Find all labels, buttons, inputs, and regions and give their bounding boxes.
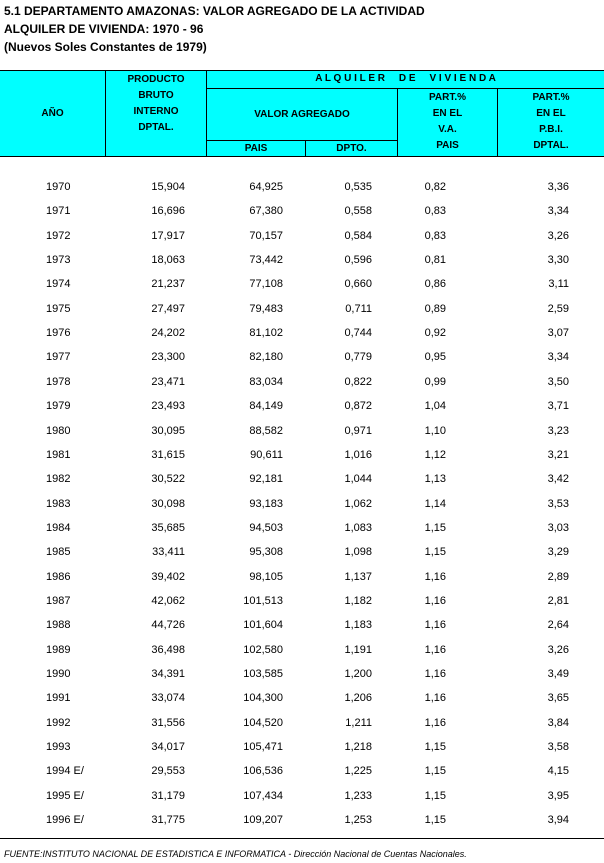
cell-year: 1985 xyxy=(46,546,71,558)
cell-dpto: 0,660 xyxy=(344,278,372,290)
cell-dpto: 1,016 xyxy=(344,449,372,461)
cell-part-va: 1,15 xyxy=(424,546,446,558)
cell-pbi: 23,471 xyxy=(151,376,185,388)
cell-year: 1981 xyxy=(46,449,71,461)
cell-dpto: 0,971 xyxy=(344,425,372,437)
cell-dpto: 1,191 xyxy=(344,644,372,656)
title-line-3: (Nuevos Soles Constantes de 1979) xyxy=(4,40,207,54)
header-part-pbi-line: P.B.I. xyxy=(539,124,563,135)
cell-dpto: 1,083 xyxy=(344,522,372,534)
cell-pais: 67,380 xyxy=(249,205,283,217)
cell-year: 1976 xyxy=(46,327,71,339)
cell-part-va: 1,13 xyxy=(424,473,446,485)
cell-part-va: 0,99 xyxy=(424,376,446,388)
cell-dpto: 0,584 xyxy=(344,230,372,242)
cell-pbi: 31,615 xyxy=(151,449,185,461)
cell-pais: 79,483 xyxy=(249,303,283,315)
cell-dpto: 0,822 xyxy=(344,376,372,388)
header-part-va xyxy=(398,90,497,154)
table-row xyxy=(0,349,604,365)
table-row xyxy=(0,374,604,390)
table-row xyxy=(0,739,604,755)
title-line-1: 5.1 DEPARTAMENTO AMAZONAS: VALOR AGREGADO DE LA ACTIVIDAD xyxy=(4,4,425,18)
cell-part-pbi: 2,59 xyxy=(547,303,569,315)
cell-year: 1993 xyxy=(46,741,71,753)
cell-dpto: 0,872 xyxy=(344,400,372,412)
cell-part-va: 0,83 xyxy=(424,230,446,242)
header-pbi-line: BRUTO xyxy=(138,90,174,101)
header-part-pbi-line: EN EL xyxy=(536,108,566,119)
cell-dpto: 1,182 xyxy=(344,595,372,607)
cell-year: 1986 xyxy=(46,571,71,583)
cell-pbi: 35,685 xyxy=(151,522,185,534)
table-bottom-border xyxy=(0,838,604,839)
cell-pais: 95,308 xyxy=(249,546,283,558)
cell-part-pbi: 3,29 xyxy=(547,546,569,558)
cell-part-va: 0,81 xyxy=(424,254,446,266)
cell-pais: 94,503 xyxy=(249,522,283,534)
cell-year: 1973 xyxy=(46,254,71,266)
cell-pbi: 36,498 xyxy=(151,644,185,656)
header-pbi-line: PRODUCTO xyxy=(127,74,185,85)
cell-pbi: 34,017 xyxy=(151,741,185,753)
cell-year: 1978 xyxy=(46,376,71,388)
cell-part-pbi: 3,58 xyxy=(547,741,569,753)
cell-pais: 88,582 xyxy=(249,425,283,437)
table-row xyxy=(0,617,604,633)
cell-part-pbi: 3,84 xyxy=(547,717,569,729)
header-part-va-line: PAIS xyxy=(436,140,459,151)
cell-pbi: 15,904 xyxy=(151,181,185,193)
cell-part-pbi: 3,50 xyxy=(547,376,569,388)
table-row xyxy=(0,666,604,682)
cell-part-pbi: 3,36 xyxy=(547,181,569,193)
cell-pais: 77,108 xyxy=(249,278,283,290)
cell-pbi: 31,775 xyxy=(151,814,185,826)
table-row xyxy=(0,812,604,828)
cell-year: 1977 xyxy=(46,351,71,363)
cell-pbi: 23,493 xyxy=(151,400,185,412)
table-row xyxy=(0,715,604,731)
cell-pais: 70,157 xyxy=(249,230,283,242)
header-part-pbi-line: PART.% xyxy=(532,92,570,103)
cell-year: 1970 xyxy=(46,181,71,193)
cell-dpto: 0,596 xyxy=(344,254,372,266)
table-row xyxy=(0,593,604,609)
cell-pais: 93,183 xyxy=(249,498,283,510)
table-row xyxy=(0,788,604,804)
cell-year: 1995 E/ xyxy=(46,790,84,802)
cell-part-va: 1,16 xyxy=(424,692,446,704)
cell-dpto: 1,253 xyxy=(344,814,372,826)
header-pais: PAIS xyxy=(244,143,268,154)
cell-year: 1991 xyxy=(46,692,71,704)
cell-part-pbi: 3,07 xyxy=(547,327,569,339)
cell-pais: 83,034 xyxy=(249,376,283,388)
cell-pbi: 29,553 xyxy=(151,765,185,777)
cell-pbi: 24,202 xyxy=(151,327,185,339)
cell-pbi: 27,497 xyxy=(151,303,185,315)
cell-pbi: 17,917 xyxy=(151,230,185,242)
header-part-pbi-line: DPTAL. xyxy=(533,140,569,151)
cell-part-pbi: 2,89 xyxy=(547,571,569,583)
cell-year: 1996 E/ xyxy=(46,814,84,826)
cell-part-pbi: 3,65 xyxy=(547,692,569,704)
table-row xyxy=(0,423,604,439)
cell-part-va: 1,15 xyxy=(424,522,446,534)
cell-pais: 64,925 xyxy=(249,181,283,193)
table-row xyxy=(0,325,604,341)
cell-dpto: 0,711 xyxy=(345,303,372,315)
cell-pbi: 44,726 xyxy=(151,619,185,631)
header-pbi-line: INTERNO xyxy=(133,106,179,117)
cell-year: 1980 xyxy=(46,425,71,437)
cell-part-va: 1,16 xyxy=(424,668,446,680)
cell-part-va: 1,15 xyxy=(424,814,446,826)
cell-part-va: 1,12 xyxy=(424,449,446,461)
title-line-2: ALQUILER DE VIVIENDA: 1970 - 96 xyxy=(4,22,204,36)
cell-pais: 98,105 xyxy=(249,571,283,583)
table-row xyxy=(0,252,604,268)
cell-dpto: 0,779 xyxy=(344,351,372,363)
cell-part-pbi: 3,26 xyxy=(547,644,569,656)
header-part-va-line: PART.% xyxy=(428,92,467,103)
cell-pbi: 39,402 xyxy=(151,571,185,583)
cell-dpto: 1,218 xyxy=(344,741,372,753)
cell-pais: 103,585 xyxy=(243,668,283,680)
cell-part-pbi: 3,95 xyxy=(547,790,569,802)
cell-dpto: 0,558 xyxy=(344,205,372,217)
table-row xyxy=(0,398,604,414)
cell-pbi: 33,074 xyxy=(151,692,185,704)
cell-dpto: 1,206 xyxy=(344,692,372,704)
cell-part-pbi: 3,71 xyxy=(547,400,569,412)
cell-dpto: 1,044 xyxy=(344,473,372,485)
header-pbi-line: DPTAL. xyxy=(138,122,174,133)
cell-dpto: 1,137 xyxy=(344,571,372,583)
cell-pais: 106,536 xyxy=(243,765,283,777)
cell-pbi: 42,062 xyxy=(151,595,185,607)
table-row xyxy=(0,496,604,512)
cell-pais: 109,207 xyxy=(243,814,283,826)
source-footnote: FUENTE:INSTITUTO NACIONAL DE ESTADISTICA E INFORMATICA - Dirección Nacional de Cuentas Nacionales. xyxy=(4,849,467,859)
cell-part-va: 1,16 xyxy=(424,571,446,583)
cell-dpto: 1,233 xyxy=(344,790,372,802)
table-row xyxy=(0,544,604,560)
cell-pais: 92,181 xyxy=(249,473,283,485)
header-dpto: DPTO. xyxy=(336,143,367,154)
cell-year: 1971 xyxy=(46,205,71,217)
cell-part-pbi: 2,64 xyxy=(547,619,569,631)
cell-pais: 104,300 xyxy=(243,692,283,704)
header-part-pbi xyxy=(498,90,604,154)
table-row xyxy=(0,447,604,463)
cell-part-va: 1,15 xyxy=(424,765,446,777)
cell-part-pbi: 3,53 xyxy=(547,498,569,510)
cell-year: 1989 xyxy=(46,644,71,656)
cell-part-pbi: 2,81 xyxy=(547,595,569,607)
cell-year: 1994 E/ xyxy=(46,765,84,777)
cell-pais: 90,611 xyxy=(250,449,283,461)
cell-part-va: 1,04 xyxy=(424,400,446,412)
header-part-va-line: V.A. xyxy=(438,124,457,135)
cell-pbi: 31,556 xyxy=(151,717,185,729)
cell-pbi: 31,179 xyxy=(151,790,185,802)
cell-pais: 107,434 xyxy=(243,790,283,802)
cell-pais: 104,520 xyxy=(243,717,283,729)
table-row xyxy=(0,690,604,706)
table-row xyxy=(0,642,604,658)
cell-dpto: 1,098 xyxy=(344,546,372,558)
cell-part-va: 0,95 xyxy=(424,351,446,363)
cell-part-va: 0,82 xyxy=(424,181,446,193)
cell-pbi: 18,063 xyxy=(151,254,185,266)
cell-part-pbi: 3,03 xyxy=(547,522,569,534)
table-row xyxy=(0,203,604,219)
cell-pbi: 33,411 xyxy=(152,546,185,558)
cell-part-va: 1,15 xyxy=(424,790,446,802)
cell-part-pbi: 3,34 xyxy=(547,351,569,363)
cell-dpto: 1,211 xyxy=(345,717,372,729)
cell-dpto: 1,200 xyxy=(344,668,372,680)
cell-year: 1990 xyxy=(46,668,71,680)
table-row xyxy=(0,471,604,487)
table-row xyxy=(0,276,604,292)
cell-part-pbi: 3,26 xyxy=(547,230,569,242)
cell-pbi: 34,391 xyxy=(151,668,185,680)
table-row xyxy=(0,520,604,536)
cell-year: 1982 xyxy=(46,473,71,485)
table-row xyxy=(0,301,604,317)
cell-part-pbi: 3,11 xyxy=(548,278,569,290)
cell-part-va: 1,16 xyxy=(424,644,446,656)
cell-year: 1983 xyxy=(46,498,71,510)
cell-dpto: 1,183 xyxy=(344,619,372,631)
cell-pais: 101,604 xyxy=(243,619,283,631)
header-part-va-line: EN EL xyxy=(432,108,463,119)
cell-dpto: 1,225 xyxy=(344,765,372,777)
cell-pbi: 30,095 xyxy=(151,425,185,437)
cell-part-pbi: 3,23 xyxy=(547,425,569,437)
cell-part-va: 1,14 xyxy=(424,498,446,510)
header-pbi xyxy=(106,72,206,136)
cell-pais: 105,471 xyxy=(243,741,283,753)
table-row xyxy=(0,569,604,585)
cell-year: 1974 xyxy=(46,278,71,290)
cell-part-va: 0,89 xyxy=(424,303,446,315)
cell-pbi: 23,300 xyxy=(151,351,185,363)
cell-dpto: 1,062 xyxy=(344,498,372,510)
cell-part-va: 0,86 xyxy=(424,278,446,290)
cell-dpto: 0,535 xyxy=(344,181,372,193)
cell-part-pbi: 4,15 xyxy=(547,765,569,777)
cell-part-va: 1,16 xyxy=(424,619,446,631)
cell-part-va: 0,83 xyxy=(424,205,446,217)
cell-part-pbi: 3,21 xyxy=(547,449,569,461)
cell-pbi: 30,522 xyxy=(151,473,185,485)
cell-pais: 73,442 xyxy=(249,254,283,266)
table-row xyxy=(0,228,604,244)
cell-pais: 102,580 xyxy=(243,644,283,656)
cell-pais: 81,102 xyxy=(249,327,283,339)
cell-part-pbi: 3,42 xyxy=(547,473,569,485)
cell-year: 1975 xyxy=(46,303,71,315)
cell-year: 1987 xyxy=(46,595,71,607)
table-row xyxy=(0,763,604,779)
header-valor-agregado: VALOR AGREGADO xyxy=(254,109,350,120)
group-divider xyxy=(206,88,604,89)
cell-year: 1992 xyxy=(46,717,71,729)
header-group: A L Q U I L E R D E V I V I E N D A xyxy=(315,73,496,84)
table-row xyxy=(0,179,604,195)
cell-pbi: 16,696 xyxy=(151,205,185,217)
cell-pais: 101,513 xyxy=(243,595,283,607)
cell-year: 1984 xyxy=(46,522,71,534)
cell-part-pbi: 3,49 xyxy=(547,668,569,680)
cell-dpto: 0,744 xyxy=(344,327,372,339)
cell-pbi: 21,237 xyxy=(151,278,185,290)
cell-part-va: 1,16 xyxy=(424,595,446,607)
cell-year: 1972 xyxy=(46,230,71,242)
cell-part-va: 1,10 xyxy=(424,425,446,437)
cell-pais: 84,149 xyxy=(249,400,283,412)
cell-part-va: 1,16 xyxy=(424,717,446,729)
cell-pais: 82,180 xyxy=(249,351,283,363)
cell-part-pbi: 3,34 xyxy=(547,205,569,217)
cell-year: 1988 xyxy=(46,619,71,631)
header-year: AÑO xyxy=(41,108,64,119)
cell-part-pbi: 3,94 xyxy=(547,814,569,826)
cell-part-pbi: 3,30 xyxy=(547,254,569,266)
cell-part-va: 1,15 xyxy=(424,741,446,753)
cell-year: 1979 xyxy=(46,400,71,412)
cell-part-va: 0,92 xyxy=(424,327,446,339)
cell-pbi: 30,098 xyxy=(151,498,185,510)
